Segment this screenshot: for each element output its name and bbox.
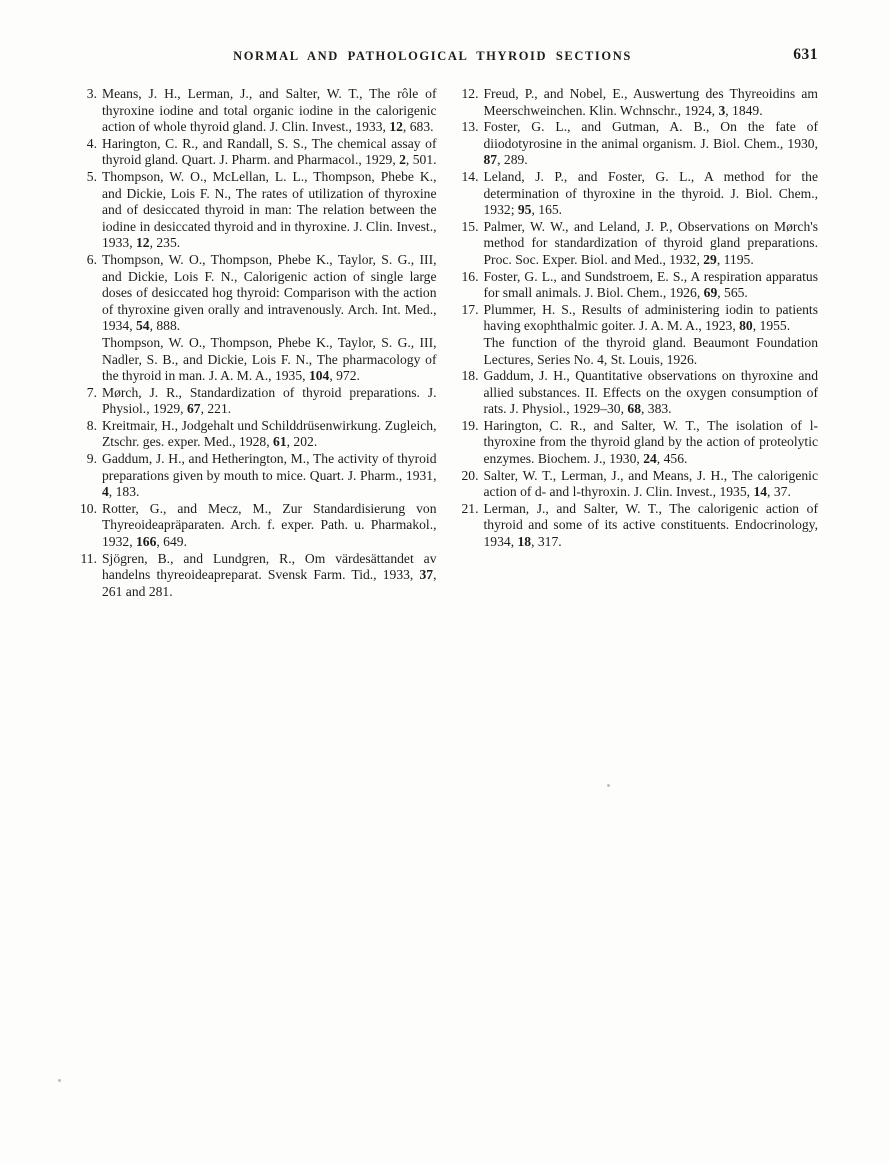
reference-item: [460, 368, 819, 418]
reference-number: 20.: [461, 467, 479, 483]
reference-item: [78, 501, 437, 551]
reference-text: [484, 269, 819, 302]
reference-paragraph: Rotter, G., and Mecz, M., Zur Standardisierung von Thyreoideapräparaten. Arch. f. exper. Path. u. Pharmakol., 1932, 166, 649.: [102, 500, 437, 550]
reference-paragraph: Harington, C. R., and Salter, W. T., The isolation of l-thyroxine from the thyroid gland by the action of proteolytic enzymes. Biochem. J., 1930, 24, 456.: [483, 417, 818, 467]
reference-number: 21.: [461, 500, 479, 516]
reference-item: [460, 169, 819, 219]
reference-item: [78, 551, 437, 601]
reference-paragraph: Leland, J. P., and Foster, G. L., A method for the determination of thyroxine in the thyroid. J. Biol. Chem., 1932; 95, 165.: [483, 168, 818, 218]
reference-item: [460, 269, 819, 302]
reference-number: 17.: [461, 301, 479, 317]
reference-number: 4.: [86, 135, 97, 151]
reference-number: 14.: [461, 168, 479, 184]
reference-item: [78, 169, 437, 252]
reference-item: [460, 119, 819, 169]
reference-text: [484, 468, 819, 501]
reference-paragraph: Thompson, W. O., McLellan, L. L., Thompson, Phebe K., and Dickie, Lois F. N., The rates of utilization of thyroxine and of desiccated thyroid in man: The relation between the iodine in desiccated thyroid and in thyroxine. J. Clin. Invest., 1933, 12, 235.: [102, 168, 437, 251]
reference-text: [102, 86, 437, 136]
reference-number: 6.: [86, 251, 97, 267]
reference-number: 9.: [86, 451, 97, 467]
scan-speck: [607, 784, 610, 787]
reference-number: 12.: [461, 86, 479, 101]
reference-paragraph: Palmer, W. W., and Leland, J. P., Observations on Mørch's method for standardization of thyroid gland preparations. Proc. Soc. Exper. Biol. and Med., 1932, 29, 1195.: [483, 218, 818, 267]
reference-number: 7.: [86, 384, 97, 400]
reference-item: [78, 252, 437, 385]
reference-paragraph: Gaddum, J. H., and Hetherington, M., The activity of thyroid preparations given by mouth to mice. Quart. J. Pharm., 1931, 4, 183.: [102, 451, 437, 500]
scan-speck: [58, 1079, 61, 1082]
reference-number: 10.: [80, 500, 97, 516]
reference-column-left: [78, 86, 437, 600]
reference-item: [78, 418, 437, 451]
reference-paragraph: Mørch, J. R., Standardization of thyroid preparations. J. Physiol., 1929, 67, 221.: [102, 384, 437, 417]
page-header-title: NORMAL AND PATHOLOGICAL THYROID SECTIONS: [233, 49, 632, 63]
reference-number: 8.: [86, 417, 97, 433]
reference-text: [102, 551, 437, 601]
reference-paragraph: Kreitmair, H., Jodgehalt und Schilddrüsenwirkung. Zugleich, Ztschr. ges. exper. Med., 1928, 61, 202.: [102, 417, 437, 450]
reference-text: [102, 169, 437, 252]
page-header: [78, 46, 820, 69]
reference-paragraph: Gaddum, J. H., Quantitative observations on thyroxine and allied substances. II. Effects on the oxygen consumption of rats. J. Physiol., 1929–30, 68, 383.: [483, 368, 818, 417]
reference-text: [484, 219, 819, 269]
reference-text: [102, 385, 437, 418]
reference-paragraph: Lerman, J., and Salter, W. T., The calorigenic action of thyroid and some of its active constituents. Endocrinology, 1934, 18, 317.: [483, 500, 818, 550]
reference-number: 19.: [461, 417, 479, 433]
reference-paragraph: Sjögren, B., and Lundgren, R., Om värdesättandet av handelns thyreoideapreparat. Svensk Farm. Tid., 1933, 37, 261 and 281.: [102, 550, 437, 599]
reference-text: [102, 418, 437, 451]
reference-paragraph: Foster, G. L., and Gutman, A. B., On the fate of diiodotyrosine in the animal organism. J. Biol. Chem., 1930, 87, 289.: [483, 119, 818, 168]
reference-number: 18.: [461, 368, 479, 384]
reference-item: [460, 302, 819, 368]
reference-text: [484, 119, 819, 169]
reference-item: [460, 418, 819, 468]
reference-paragraph: Harington, C. R., and Randall, S. S., The chemical assay of thyroid gland. Quart. J. Pharm. and Pharmacol., 1929, 2, 501.: [102, 135, 437, 168]
reference-paragraph: The function of the thyroid gland. Beaumont Foundation Lectures, Series No. 4, St. Louis, 1926.: [483, 334, 818, 367]
reference-text: [484, 501, 819, 551]
reference-paragraph: Thompson, W. O., Thompson, Phebe K., Taylor, S. G., III, Nadler, S. B., and Dickie, Lois F. N., The pharmacology of the thyroid in man. J. A. M. A., 1935, 104, 972.: [102, 334, 437, 384]
reference-paragraph: Thompson, W. O., Thompson, Phebe K., Taylor, S. G., III, and Dickie, Lois F. N., Calorigenic action of single large doses of desiccated hog thyroid: Comparison with the action of thyroxine given orally and intravenously. Arch. Int. Med., 1934, 54, 888.: [102, 251, 437, 334]
reference-text: [102, 451, 437, 501]
reference-number: 5.: [86, 168, 97, 184]
reference-item: [78, 86, 437, 136]
reference-item: [460, 219, 819, 269]
reference-item: [78, 451, 437, 501]
reference-item: [78, 136, 437, 169]
reference-text: [484, 169, 819, 219]
reference-paragraph: Foster, G. L., and Sundstroem, E. S., A respiration apparatus for small animals. J. Biol. Chem., 1926, 69, 565.: [483, 268, 818, 301]
reference-text: [484, 368, 819, 418]
reference-number: 15.: [461, 218, 479, 234]
reference-paragraph: Plummer, H. S., Results of administering iodin to patients having exophthalmic goiter. J. A. M. A., 1923, 80, 1955.: [483, 301, 818, 334]
reference-paragraph: Means, J. H., Lerman, J., and Salter, W. T., The rôle of thyroxine iodine and total organic iodine in the calorigenic action of whole thyroid gland. J. Clin. Invest., 1933, 12, 683.: [102, 86, 437, 135]
reference-text: [102, 136, 437, 169]
reference-text: [484, 86, 819, 119]
reference-item: [78, 385, 437, 418]
reference-number: 16.: [461, 268, 479, 284]
page-number: 631: [793, 46, 818, 63]
reference-text: [102, 252, 437, 385]
reference-text: [484, 302, 819, 368]
reference-item: [460, 86, 819, 119]
reference-number: 13.: [461, 119, 479, 135]
reference-paragraph: Freud, P., and Nobel, E., Auswertung des Thyreoidins am Meerschweinchen. Klin. Wchnschr., 1924, 3, 1849.: [483, 86, 818, 118]
reference-paragraph: Salter, W. T., Lerman, J., and Means, J. H., The calorigenic action of d- and l-thyroxin. J. Clin. Invest., 1935, 14, 37.: [483, 467, 818, 500]
reference-item: [460, 468, 819, 501]
reference-columns: [78, 86, 818, 600]
reference-column-right: [460, 86, 819, 600]
reference-text: [484, 418, 819, 468]
reference-text: [102, 501, 437, 551]
reference-item: [460, 501, 819, 551]
reference-number: 11.: [80, 550, 97, 566]
reference-number: 3.: [86, 86, 97, 101]
